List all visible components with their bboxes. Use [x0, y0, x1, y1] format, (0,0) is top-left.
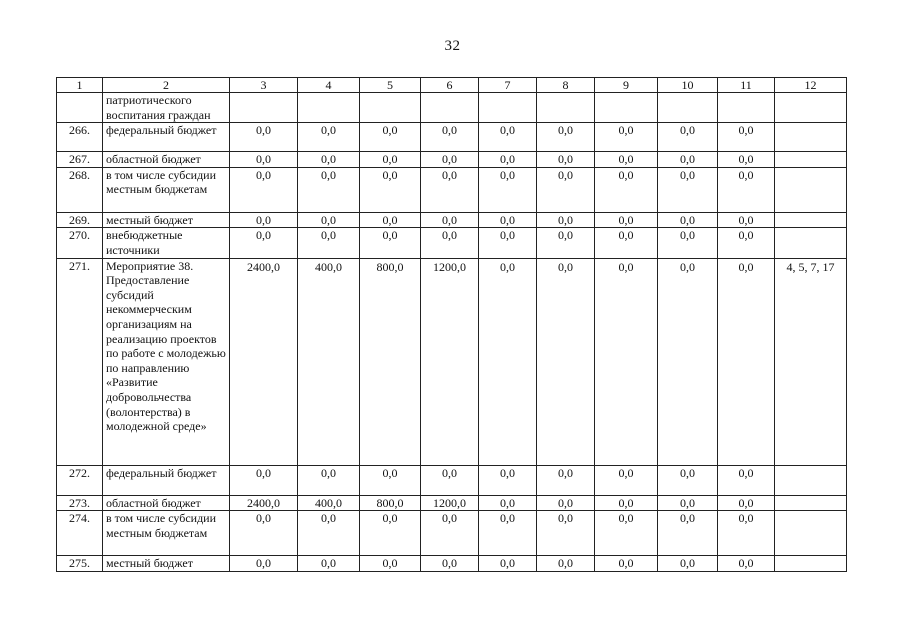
- value-cell: 0,0: [595, 465, 658, 495]
- column-header: 9: [595, 78, 658, 93]
- table-row: [57, 228, 847, 258]
- value-cell: 0,0: [360, 123, 421, 152]
- indicator-cell: [775, 123, 847, 152]
- value-cell: 0,0: [718, 123, 775, 152]
- value-cell: 0,0: [298, 167, 360, 212]
- value-cell: 0,0: [658, 152, 718, 168]
- value-cell: 0,0: [595, 556, 658, 572]
- value-cell: 0,0: [537, 258, 595, 465]
- value-cell: 0,0: [718, 495, 775, 511]
- value-cell: 0,0: [479, 167, 537, 212]
- value-cell: 0,0: [537, 152, 595, 168]
- row-number: 266.: [57, 123, 103, 152]
- value-cell: 0,0: [537, 556, 595, 572]
- row-number: 275.: [57, 556, 103, 572]
- value-cell: 0,0: [718, 152, 775, 168]
- value-cell: 0,0: [595, 258, 658, 465]
- row-number: 274.: [57, 511, 103, 556]
- value-cell: 0,0: [537, 495, 595, 511]
- value-cell: 0,0: [298, 152, 360, 168]
- value-cell: 0,0: [479, 258, 537, 465]
- table-row: [57, 152, 847, 168]
- value-cell: 1200,0: [421, 258, 479, 465]
- value-cell: 0,0: [537, 465, 595, 495]
- value-cell: 0,0: [479, 152, 537, 168]
- column-header: 4: [298, 78, 360, 93]
- value-cell: 0,0: [360, 465, 421, 495]
- table-row: [57, 123, 847, 152]
- value-cell: 0,0: [658, 556, 718, 572]
- row-number: 272.: [57, 465, 103, 495]
- value-cell: 0,0: [298, 212, 360, 228]
- value-cell: 0,0: [298, 123, 360, 152]
- value-cell: 0,0: [658, 212, 718, 228]
- value-cell: 0,0: [421, 511, 479, 556]
- value-cell: 0,0: [595, 152, 658, 168]
- row-number: 270.: [57, 228, 103, 258]
- value-cell: 0,0: [595, 123, 658, 152]
- value-cell: 0,0: [718, 212, 775, 228]
- indicator-cell: 4, 5, 7, 17: [775, 258, 847, 465]
- value-cell: 0,0: [537, 123, 595, 152]
- row-name: Мероприятие 38. Предоставление субсидий некоммерческим организациям на реализацию проектов по работе с молодежью по направлению «Развитие добровольчества (волонтерства) в молодежной среде»: [103, 258, 230, 465]
- value-cell: 0,0: [360, 556, 421, 572]
- value-cell: 0,0: [718, 258, 775, 465]
- value-cell: 800,0: [360, 495, 421, 511]
- indicator-cell: [775, 228, 847, 258]
- value-cell: 0,0: [658, 258, 718, 465]
- value-cell: 0,0: [658, 465, 718, 495]
- indicator-cell: [775, 93, 847, 123]
- row-name: областной бюджет: [103, 152, 230, 168]
- value-cell: [421, 93, 479, 123]
- value-cell: 0,0: [230, 123, 298, 152]
- column-header: 8: [537, 78, 595, 93]
- value-cell: 0,0: [479, 228, 537, 258]
- value-cell: 0,0: [718, 556, 775, 572]
- value-cell: [298, 93, 360, 123]
- value-cell: 0,0: [479, 212, 537, 228]
- table-row: [57, 495, 847, 511]
- column-header: 6: [421, 78, 479, 93]
- table-row: [57, 167, 847, 212]
- value-cell: [479, 93, 537, 123]
- value-cell: 0,0: [230, 152, 298, 168]
- value-cell: 0,0: [230, 511, 298, 556]
- value-cell: 0,0: [479, 556, 537, 572]
- value-cell: 0,0: [537, 212, 595, 228]
- value-cell: 0,0: [595, 212, 658, 228]
- value-cell: 0,0: [230, 465, 298, 495]
- column-header: 5: [360, 78, 421, 93]
- table-row: [57, 511, 847, 556]
- indicator-cell: [775, 511, 847, 556]
- value-cell: 0,0: [421, 228, 479, 258]
- row-number: 269.: [57, 212, 103, 228]
- column-header: 12: [775, 78, 847, 93]
- table-row: [57, 93, 847, 123]
- value-cell: 0,0: [360, 212, 421, 228]
- column-header: 2: [103, 78, 230, 93]
- value-cell: 0,0: [718, 511, 775, 556]
- column-header: 7: [479, 78, 537, 93]
- value-cell: 0,0: [595, 228, 658, 258]
- value-cell: [537, 93, 595, 123]
- header-row: [57, 78, 847, 93]
- value-cell: 1200,0: [421, 495, 479, 511]
- value-cell: 0,0: [360, 511, 421, 556]
- row-name: федеральный бюджет: [103, 123, 230, 152]
- table-row: [57, 465, 847, 495]
- value-cell: 0,0: [421, 465, 479, 495]
- row-name: патриотического воспитания граждан: [103, 93, 230, 123]
- indicator-cell: [775, 152, 847, 168]
- value-cell: 0,0: [537, 228, 595, 258]
- value-cell: 0,0: [658, 123, 718, 152]
- value-cell: 0,0: [421, 123, 479, 152]
- value-cell: 0,0: [658, 167, 718, 212]
- row-name: в том числе субсидии местным бюджетам: [103, 167, 230, 212]
- value-cell: 0,0: [658, 495, 718, 511]
- value-cell: 0,0: [230, 212, 298, 228]
- row-number: 268.: [57, 167, 103, 212]
- row-number: 273.: [57, 495, 103, 511]
- value-cell: 0,0: [298, 228, 360, 258]
- value-cell: 0,0: [421, 152, 479, 168]
- indicator-cell: [775, 556, 847, 572]
- value-cell: 0,0: [360, 152, 421, 168]
- indicator-cell: [775, 465, 847, 495]
- value-cell: 0,0: [658, 228, 718, 258]
- value-cell: 800,0: [360, 258, 421, 465]
- value-cell: 0,0: [595, 511, 658, 556]
- value-cell: 0,0: [479, 123, 537, 152]
- value-cell: [360, 93, 421, 123]
- value-cell: 0,0: [718, 228, 775, 258]
- value-cell: 0,0: [298, 556, 360, 572]
- value-cell: 400,0: [298, 495, 360, 511]
- value-cell: 0,0: [479, 511, 537, 556]
- value-cell: [658, 93, 718, 123]
- table-body: [57, 93, 847, 572]
- value-cell: 0,0: [479, 495, 537, 511]
- value-cell: 0,0: [421, 167, 479, 212]
- value-cell: 0,0: [537, 511, 595, 556]
- value-cell: 0,0: [421, 212, 479, 228]
- value-cell: 2400,0: [230, 258, 298, 465]
- value-cell: [718, 93, 775, 123]
- table-row: [57, 258, 847, 465]
- budget-table: [56, 77, 847, 572]
- value-cell: 0,0: [298, 465, 360, 495]
- value-cell: [595, 93, 658, 123]
- row-number: [57, 93, 103, 123]
- row-name: в том числе субсидии местным бюджетам: [103, 511, 230, 556]
- value-cell: 0,0: [230, 556, 298, 572]
- value-cell: 0,0: [595, 167, 658, 212]
- column-header: 3: [230, 78, 298, 93]
- value-cell: 0,0: [537, 167, 595, 212]
- row-name: внебюджетные источники: [103, 228, 230, 258]
- value-cell: 400,0: [298, 258, 360, 465]
- column-header: 11: [718, 78, 775, 93]
- value-cell: 0,0: [360, 228, 421, 258]
- value-cell: 0,0: [298, 511, 360, 556]
- value-cell: 0,0: [230, 167, 298, 212]
- value-cell: 0,0: [595, 495, 658, 511]
- value-cell: 0,0: [718, 465, 775, 495]
- value-cell: 0,0: [658, 511, 718, 556]
- value-cell: 0,0: [479, 465, 537, 495]
- indicator-cell: [775, 495, 847, 511]
- row-number: 267.: [57, 152, 103, 168]
- row-name: местный бюджет: [103, 556, 230, 572]
- row-name: федеральный бюджет: [103, 465, 230, 495]
- column-header: 10: [658, 78, 718, 93]
- value-cell: [230, 93, 298, 123]
- row-name: областной бюджет: [103, 495, 230, 511]
- table-row: [57, 556, 847, 572]
- value-cell: 0,0: [421, 556, 479, 572]
- indicator-cell: [775, 167, 847, 212]
- row-name: местный бюджет: [103, 212, 230, 228]
- indicator-cell: [775, 212, 847, 228]
- value-cell: 0,0: [360, 167, 421, 212]
- value-cell: 2400,0: [230, 495, 298, 511]
- column-header: 1: [57, 78, 103, 93]
- value-cell: 0,0: [718, 167, 775, 212]
- value-cell: 0,0: [230, 228, 298, 258]
- table-row: [57, 212, 847, 228]
- row-number: 271.: [57, 258, 103, 465]
- page-number: 32: [444, 38, 461, 54]
